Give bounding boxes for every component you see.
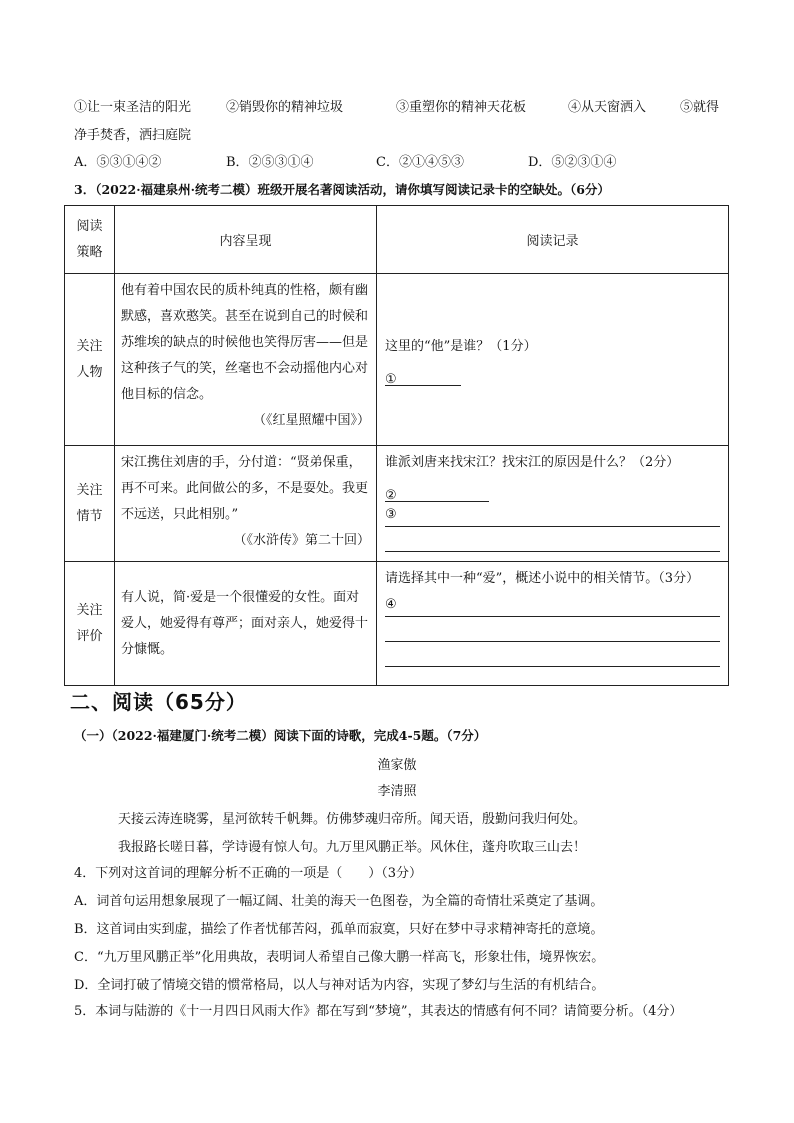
answer-blank-3[interactable]: ③ <box>385 502 720 527</box>
row3-content <box>115 562 377 686</box>
table-header-row <box>65 206 729 274</box>
header-record: 阅读记录 <box>377 206 729 274</box>
q2-item-2-wrap <box>226 96 343 115</box>
answer-blank-4[interactable]: ④ <box>385 592 720 617</box>
answer-blank-4-line-3[interactable] <box>385 642 720 667</box>
q4-title: 4．下列对这首词的理解分析不正确的一项是（ ）（3分） <box>74 866 423 881</box>
row3-content-text: 有人说，简·爱是一个很懂爱的女性。面对爱人，她爱得有尊严；面对亲人，她爱得十分慷慨。 <box>121 589 369 657</box>
answer-blank-2[interactable]: ② <box>385 483 489 502</box>
row2-strategy: 关注情节 <box>65 446 115 562</box>
q5-title: 5．本词与陆游的《十一月四日风雨大作》都在写到“梦境”，其表达的情感有何不同？请简要分析。（4分） <box>74 1004 683 1019</box>
q2-items-row <box>74 96 191 115</box>
row1-source: （《红星照耀中国》） <box>252 413 370 428</box>
row1-content-text: 他有着中国农民的质朴纯真的性格，颇有幽默感，喜欢憨笑。甚至在说到自己的时候和苏维埃的缺点的时候他也笑得厉害——但是这种孩子气的笑，丝毫也不会动摇他内心对他目标的信念。 <box>121 283 369 402</box>
q2-item-3: ③重塑你的精神天花板 <box>396 100 527 115</box>
row2-prompt: 谁派刘唐来找宋江？找宋江的原因是什么？（2分） <box>385 455 680 470</box>
q2-item-continuation: 净手焚香，洒扫庭院 <box>74 128 192 143</box>
table-row <box>65 274 729 446</box>
q2-item-5-wrap <box>680 96 719 115</box>
row2-content-text: 宋江携住刘唐的手，分付道：“贤弟保重，再不可来。此间做公的多，不是耍处。我更不远送，只此相别。” <box>121 455 369 522</box>
poem-line-1: 天接云涛连晓雾，星河欲转千帆舞。仿佛梦魂归帝所。闻天语，殷勤问我归何处。 <box>118 812 587 827</box>
q2-item-3-wrap <box>396 96 526 115</box>
row2-record <box>377 446 729 562</box>
answer-blank-3-extra[interactable] <box>385 527 720 552</box>
row3-prompt: 请选择其中一种“爱”，概述小说中的相关情节。（3分） <box>385 571 700 586</box>
q2-option-a: A．⑤③①④② <box>74 155 162 170</box>
poem-intro: （一）（2022·福建厦门·统考二模）阅读下面的诗歌，完成4-5题。（7分） <box>74 728 487 743</box>
header-content: 内容呈现 <box>115 206 377 274</box>
q4-option-d: D．全词打破了情境交错的惯常格局，以人与神对话为内容，实现了梦幻与生活的有机结合。 <box>74 978 605 993</box>
q2-item-4-wrap <box>568 96 646 115</box>
table-row <box>65 446 729 562</box>
header-strategy: 阅读策略 <box>65 206 115 274</box>
row2-source: （《水浒传》第二十回） <box>233 533 370 548</box>
row1-record <box>377 274 729 446</box>
q2-item-4: ④从天窗洒入 <box>568 100 647 115</box>
section-title: 二、阅读（65分） <box>70 690 247 714</box>
q4-option-c: C．“九万里风鹏正举”化用典故，表明词人希望自己像大鹏一样高飞，形象壮伟，境界恢宏。 <box>74 950 605 965</box>
answer-blank-1[interactable]: ① <box>385 367 461 386</box>
row2-answer-line-1 <box>385 476 720 502</box>
poem-line-2: 我报路长嗟日暮，学诗谩有惊人句。九万里风鹏正举。风休住，蓬舟吹取三山去！ <box>118 840 587 855</box>
q2-item-5: ⑤就得 <box>680 100 720 115</box>
row1-content <box>115 274 377 446</box>
q2-option-b: B．②⑤③①④ <box>226 155 314 170</box>
poem-title: 渔家傲 <box>377 758 417 773</box>
row3-record <box>377 562 729 686</box>
q2-option-c: C．②①④⑤③ <box>376 155 464 170</box>
answer-blank-4-line-2[interactable] <box>385 617 720 642</box>
row1-prompt: 这里的“他”是谁？（1分） <box>385 338 537 354</box>
row1-strategy: 关注人物 <box>65 274 115 446</box>
q2-item-1: ①让一束圣洁的阳光 <box>74 100 192 115</box>
table-row <box>65 562 729 686</box>
poem-author: 李清照 <box>377 784 417 799</box>
q2-option-d: D．⑤②③①④ <box>528 155 617 170</box>
row2-content <box>115 446 377 562</box>
row3-strategy: 关注评价 <box>65 562 115 686</box>
q2-item-2: ②销毁你的精神垃圾 <box>226 100 344 115</box>
row1-answer-line <box>385 360 720 386</box>
q3-title: 3．（2022·福建泉州·统考二模）班级开展名著阅读活动，请你填写阅读记录卡的空缺处。（6分） <box>74 182 610 197</box>
q4-option-b: B．这首词由实到虚，描绘了作者忧郁苦闷，孤单而寂寞，只好在梦中寻求精神寄托的意境。 <box>74 922 604 937</box>
reading-record-table <box>64 205 729 686</box>
q4-option-a: A．词首句运用想象展现了一幅辽阔、壮美的海天一色图卷，为全篇的奇情壮采奠定了基调。 <box>74 894 604 909</box>
